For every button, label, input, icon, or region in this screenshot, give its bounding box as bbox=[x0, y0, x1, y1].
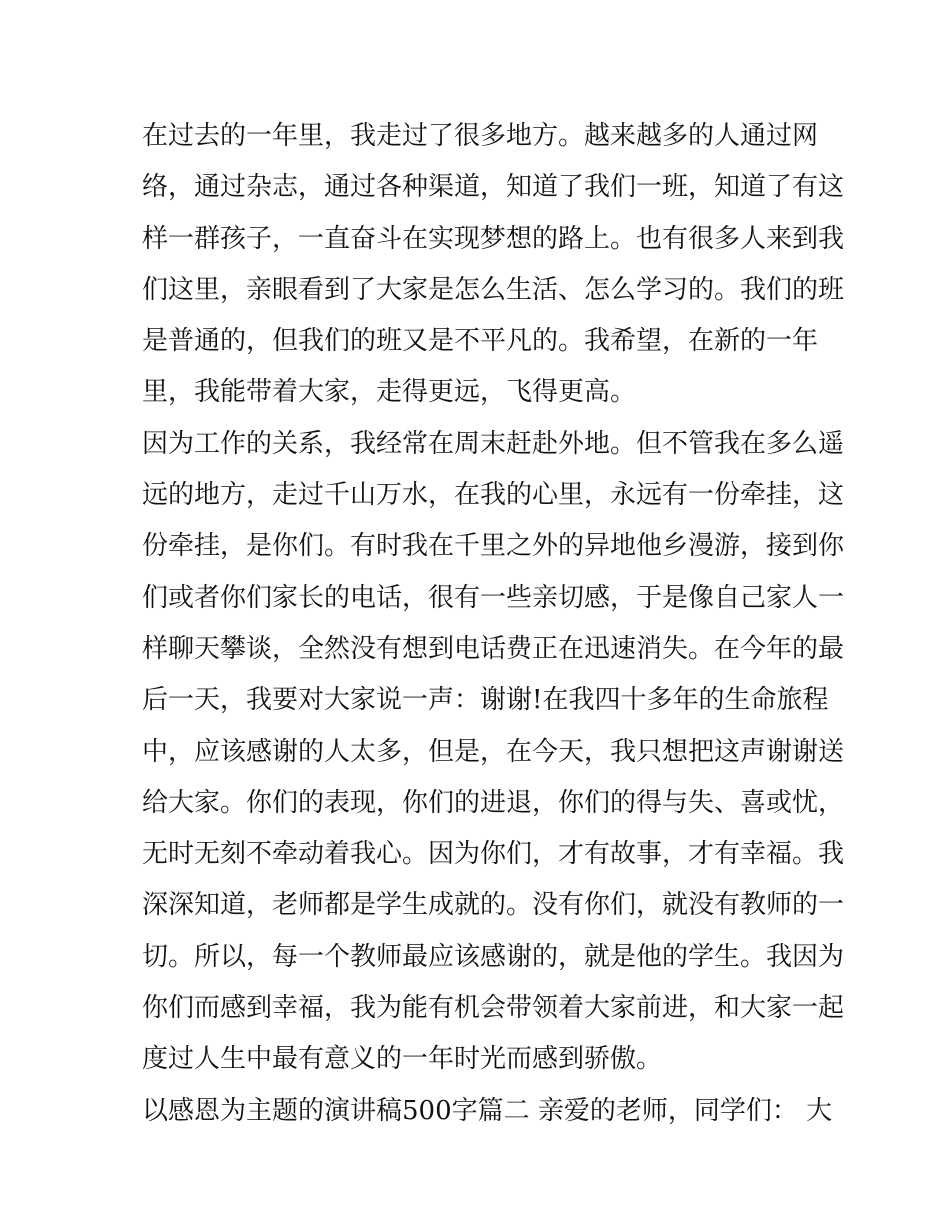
text-line: 无时无刻不牵动着我心。因为你们，才有故事，才有幸福。我 bbox=[142, 839, 845, 870]
text-line: 里，我能带着大家，走得更远，飞得更高。 bbox=[142, 377, 637, 408]
text-line: 给大家。你们的表现，你们的进退，你们的得与失、喜或忧， bbox=[142, 787, 845, 818]
text-line: 样一群孩子，一直奋斗在实现梦想的路上。也有很多人来到我 bbox=[142, 223, 845, 254]
text-line: 以感恩为主题的演讲稿500字篇二 亲爱的老师，同学们： 大 bbox=[142, 1095, 833, 1126]
text-line: 们或者你们家长的电话，很有一些亲切感，于是像自己家人一 bbox=[142, 582, 845, 613]
text-line: 切。所以，每一个教师最应该感谢的，就是他的学生。我因为 bbox=[142, 941, 845, 972]
text-line: 后一天，我要对大家说一声：谢谢!在我四十多年的生命旅程 bbox=[142, 685, 829, 716]
text-line: 在过去的一年里，我走过了很多地方。越来越多的人通过网 bbox=[142, 121, 819, 151]
text-line: 们这里，亲眼看到了大家是怎么生活、怎么学习的。我们的班 bbox=[142, 274, 845, 305]
text-line: 远的地方，走过千山万水，在我的心里，永远有一份牵挂，这 bbox=[142, 480, 845, 511]
text-line: 度过人生中最有意义的一年时光而感到骄傲。 bbox=[142, 1044, 663, 1075]
body-text bbox=[142, 111, 845, 1137]
text-line: 络，通过杂志，通过各种渠道，知道了我们一班，知道了有这 bbox=[142, 172, 845, 203]
text-line: 是普通的，但我们的班又是不平凡的。我希望，在新的一年 bbox=[142, 326, 819, 357]
text-line: 份牵挂，是你们。有时我在千里之外的异地他乡漫游，接到你 bbox=[142, 531, 845, 562]
text-line: 因为工作的关系，我经常在周末赶赴外地。但不管我在多么遥 bbox=[142, 428, 845, 459]
text-line: 样聊天攀谈，全然没有想到电话费正在迅速消失。在今年的最 bbox=[142, 633, 845, 664]
text-line: 深深知道，老师都是学生成就的。没有你们，就没有教师的一 bbox=[142, 890, 845, 921]
text-line: 中，应该感谢的人太多，但是，在今天，我只想把这声谢谢送 bbox=[142, 736, 845, 767]
text-line: 你们而感到幸福，我为能有机会带领着大家前进，和大家一起 bbox=[142, 993, 845, 1024]
